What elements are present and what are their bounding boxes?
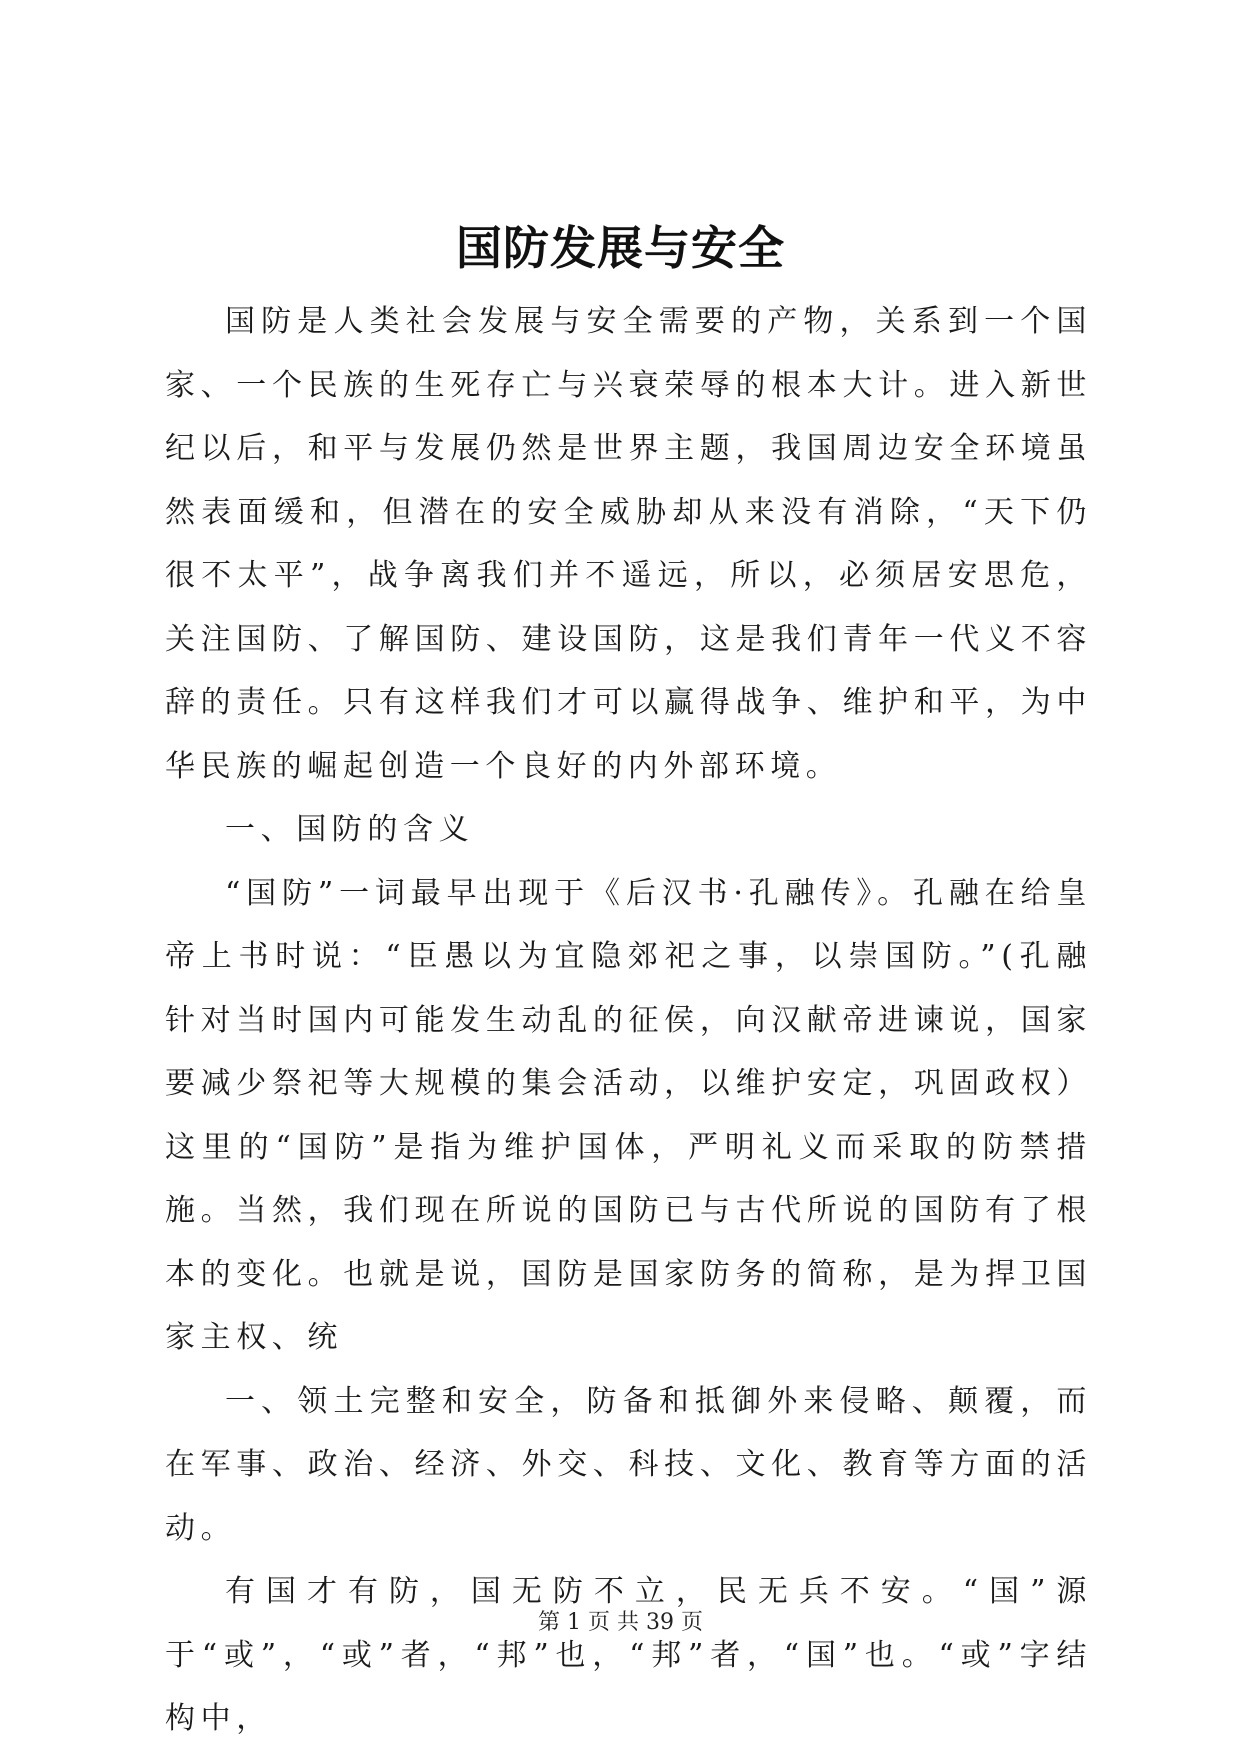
paragraph-origin: “国防”一词最早出现于《后汉书·孔融传》。孔融在给皇帝上书时说：“臣愚以为宜隐郊祀之事，以崇国防。”(孔融针对当时国内可能发生动乱的征侯，向汉献帝进谏说，国家要减少祭祀等大规模的集会活动，以维护安定，巩固政权）这里的“国防”是指为维护国体，严明礼义而采取的防禁措施。当然，我们现在所说的国防已与古代所说的国防有了根本的变化。也就是说，国防是国家防务的简称，是为捍卫国家主权、统 <box>165 875 1092 1355</box>
paragraph-intro: 国防是人类社会发展与安全需要的产物，关系到一个国家、一个民族的生死存亡与兴衰荣辱的根本大计。进入新世纪以后，和平与发展仍然是世界主题，我国周边安全环境虽然表面缓和，但潜在的安全威胁却从来没有消除，“天下仍很不太平”，战争离我们并不遥远，所以，必须居安思危，关注国防、了解国防、建设国防，这是我们青年一代义不容辞的责任。只有这样我们才可以赢得战争、维护和平，为中华民族的崛起创造一个良好的内外部环境。 <box>165 304 1092 784</box>
paragraph-definition-cont: 一、领土完整和安全，防备和抵御外来侵略、颠覆，而在军事、政治、经济、外交、科技、文化、教育等方面的活动。 <box>165 1383 1092 1546</box>
document-body <box>165 290 1092 1751</box>
document-title: 国防发展与安全 <box>456 221 785 275</box>
paragraph-country-defense: 有国才有防，国无防不立，民无兵不安。“国”源于“或”，“或”者，“邦”也，“邦”者，“国”也。“或”字结构中， <box>165 1574 1092 1736</box>
section-heading: 一、国防的含义 <box>225 812 475 847</box>
page-number-footer: 第 1 页 共 39 页 <box>538 1610 703 1635</box>
